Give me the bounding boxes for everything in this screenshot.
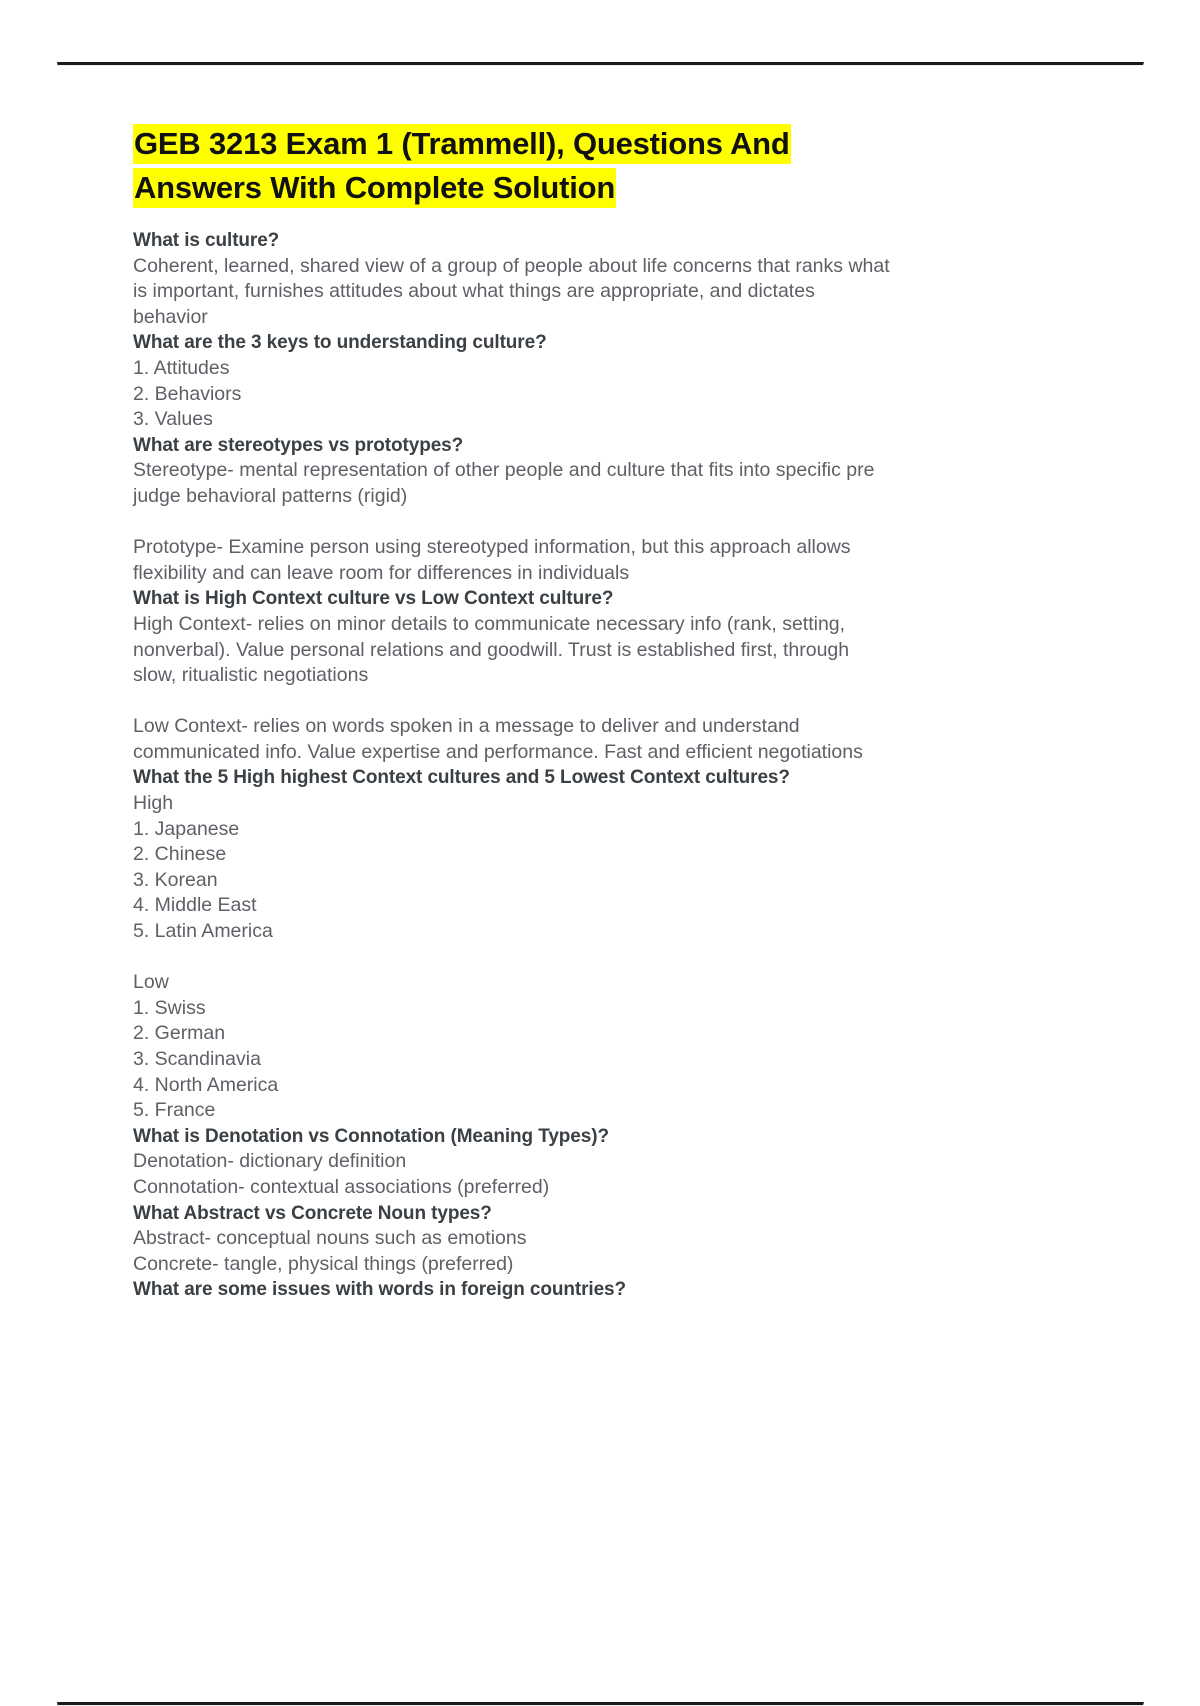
top-divider-rule: [57, 62, 1144, 66]
list-item: 2. Behaviors: [133, 382, 242, 405]
question-5: What the 5 High highest Context cultures and 5 Lowest Context cultures?: [133, 767, 790, 789]
answer-4-line-4: Low Context- relies on words spoken in a message to deliver and understand: [133, 715, 800, 738]
qa-body: [133, 228, 1033, 1303]
paragraph-spacer: [133, 945, 1033, 971]
question-4: What is High Context culture vs Low Context culture?: [133, 588, 614, 610]
answer-4-line-1: High Context- relies on minor details to communicate necessary info (rank, setting,: [133, 612, 846, 635]
answer-3-line-3: Prototype- Examine person using stereotyped information, but this approach allows: [133, 536, 851, 559]
list-item: 3. Korean: [133, 868, 218, 891]
list-item: 1. Swiss: [133, 996, 206, 1019]
list-item: 2. Chinese: [133, 843, 227, 866]
page-title-line-2: Answers With Complete Solution: [133, 168, 616, 208]
list-item: 4. North America: [133, 1073, 279, 1096]
question-8: What are some issues with words in foreign countries?: [133, 1279, 627, 1301]
answer-3-line-1: Stereotype- mental representation of other people and culture that fits into specific pre: [133, 459, 875, 482]
document-content: [133, 122, 1033, 1303]
bottom-divider-rule: [57, 1702, 1144, 1706]
answer-6-line-1: Denotation- dictionary definition: [133, 1150, 407, 1173]
answer-7-line-2: Concrete- tangle, physical things (preferred): [133, 1252, 514, 1275]
answer-3-line-2: judge behavioral patterns (rigid): [133, 484, 408, 507]
question-1: What is culture?: [133, 230, 280, 251]
answer-1-line-1: Coherent, learned, shared view of a group of people about life concerns that ranks what: [133, 254, 890, 277]
answer-4-line-5: communicated info. Value expertise and performance. Fast and efficient negotiations: [133, 740, 863, 763]
answer-7-line-1: Abstract- conceptual nouns such as emotions: [133, 1227, 527, 1250]
list-item: 5. France: [133, 1099, 216, 1122]
answer-3-line-4: flexibility and can leave room for differences in individuals: [133, 561, 630, 584]
answer-1-line-2: is important, furnishes attitudes about what things are appropriate, and dictates: [133, 280, 815, 303]
high-context-label: High: [133, 792, 174, 815]
question-2: What are the 3 keys to understanding culture?: [133, 332, 547, 354]
answer-4-line-2: nonverbal). Value personal relations and goodwill. Trust is established first, through: [133, 638, 850, 661]
low-context-label: Low: [133, 971, 169, 994]
answer-4-line-3: slow, ritualistic negotiations: [133, 664, 369, 687]
paragraph-spacer: [133, 510, 1033, 536]
paragraph-spacer: [133, 689, 1033, 715]
page-title-line-1: GEB 3213 Exam 1 (Trammell), Questions And: [133, 124, 791, 164]
answer-6-line-2: Connotation- contextual associations (preferred): [133, 1175, 550, 1198]
question-7: What Abstract vs Concrete Noun types?: [133, 1202, 492, 1224]
answer-1-line-3: behavior: [133, 305, 208, 328]
question-6: What is Denotation vs Connotation (Meaning Types)?: [133, 1125, 609, 1147]
list-item: 3. Scandinavia: [133, 1048, 261, 1070]
list-item: 4. Middle East: [133, 894, 257, 917]
list-item: 1. Attitudes: [133, 356, 230, 379]
list-item: 2. German: [133, 1022, 226, 1045]
page-title: [133, 122, 923, 210]
list-item: 1. Japanese: [133, 817, 240, 840]
question-3: What are stereotypes vs prototypes?: [133, 434, 464, 456]
list-item: 5. Latin America: [133, 920, 273, 943]
list-item: 3. Values: [133, 408, 213, 431]
